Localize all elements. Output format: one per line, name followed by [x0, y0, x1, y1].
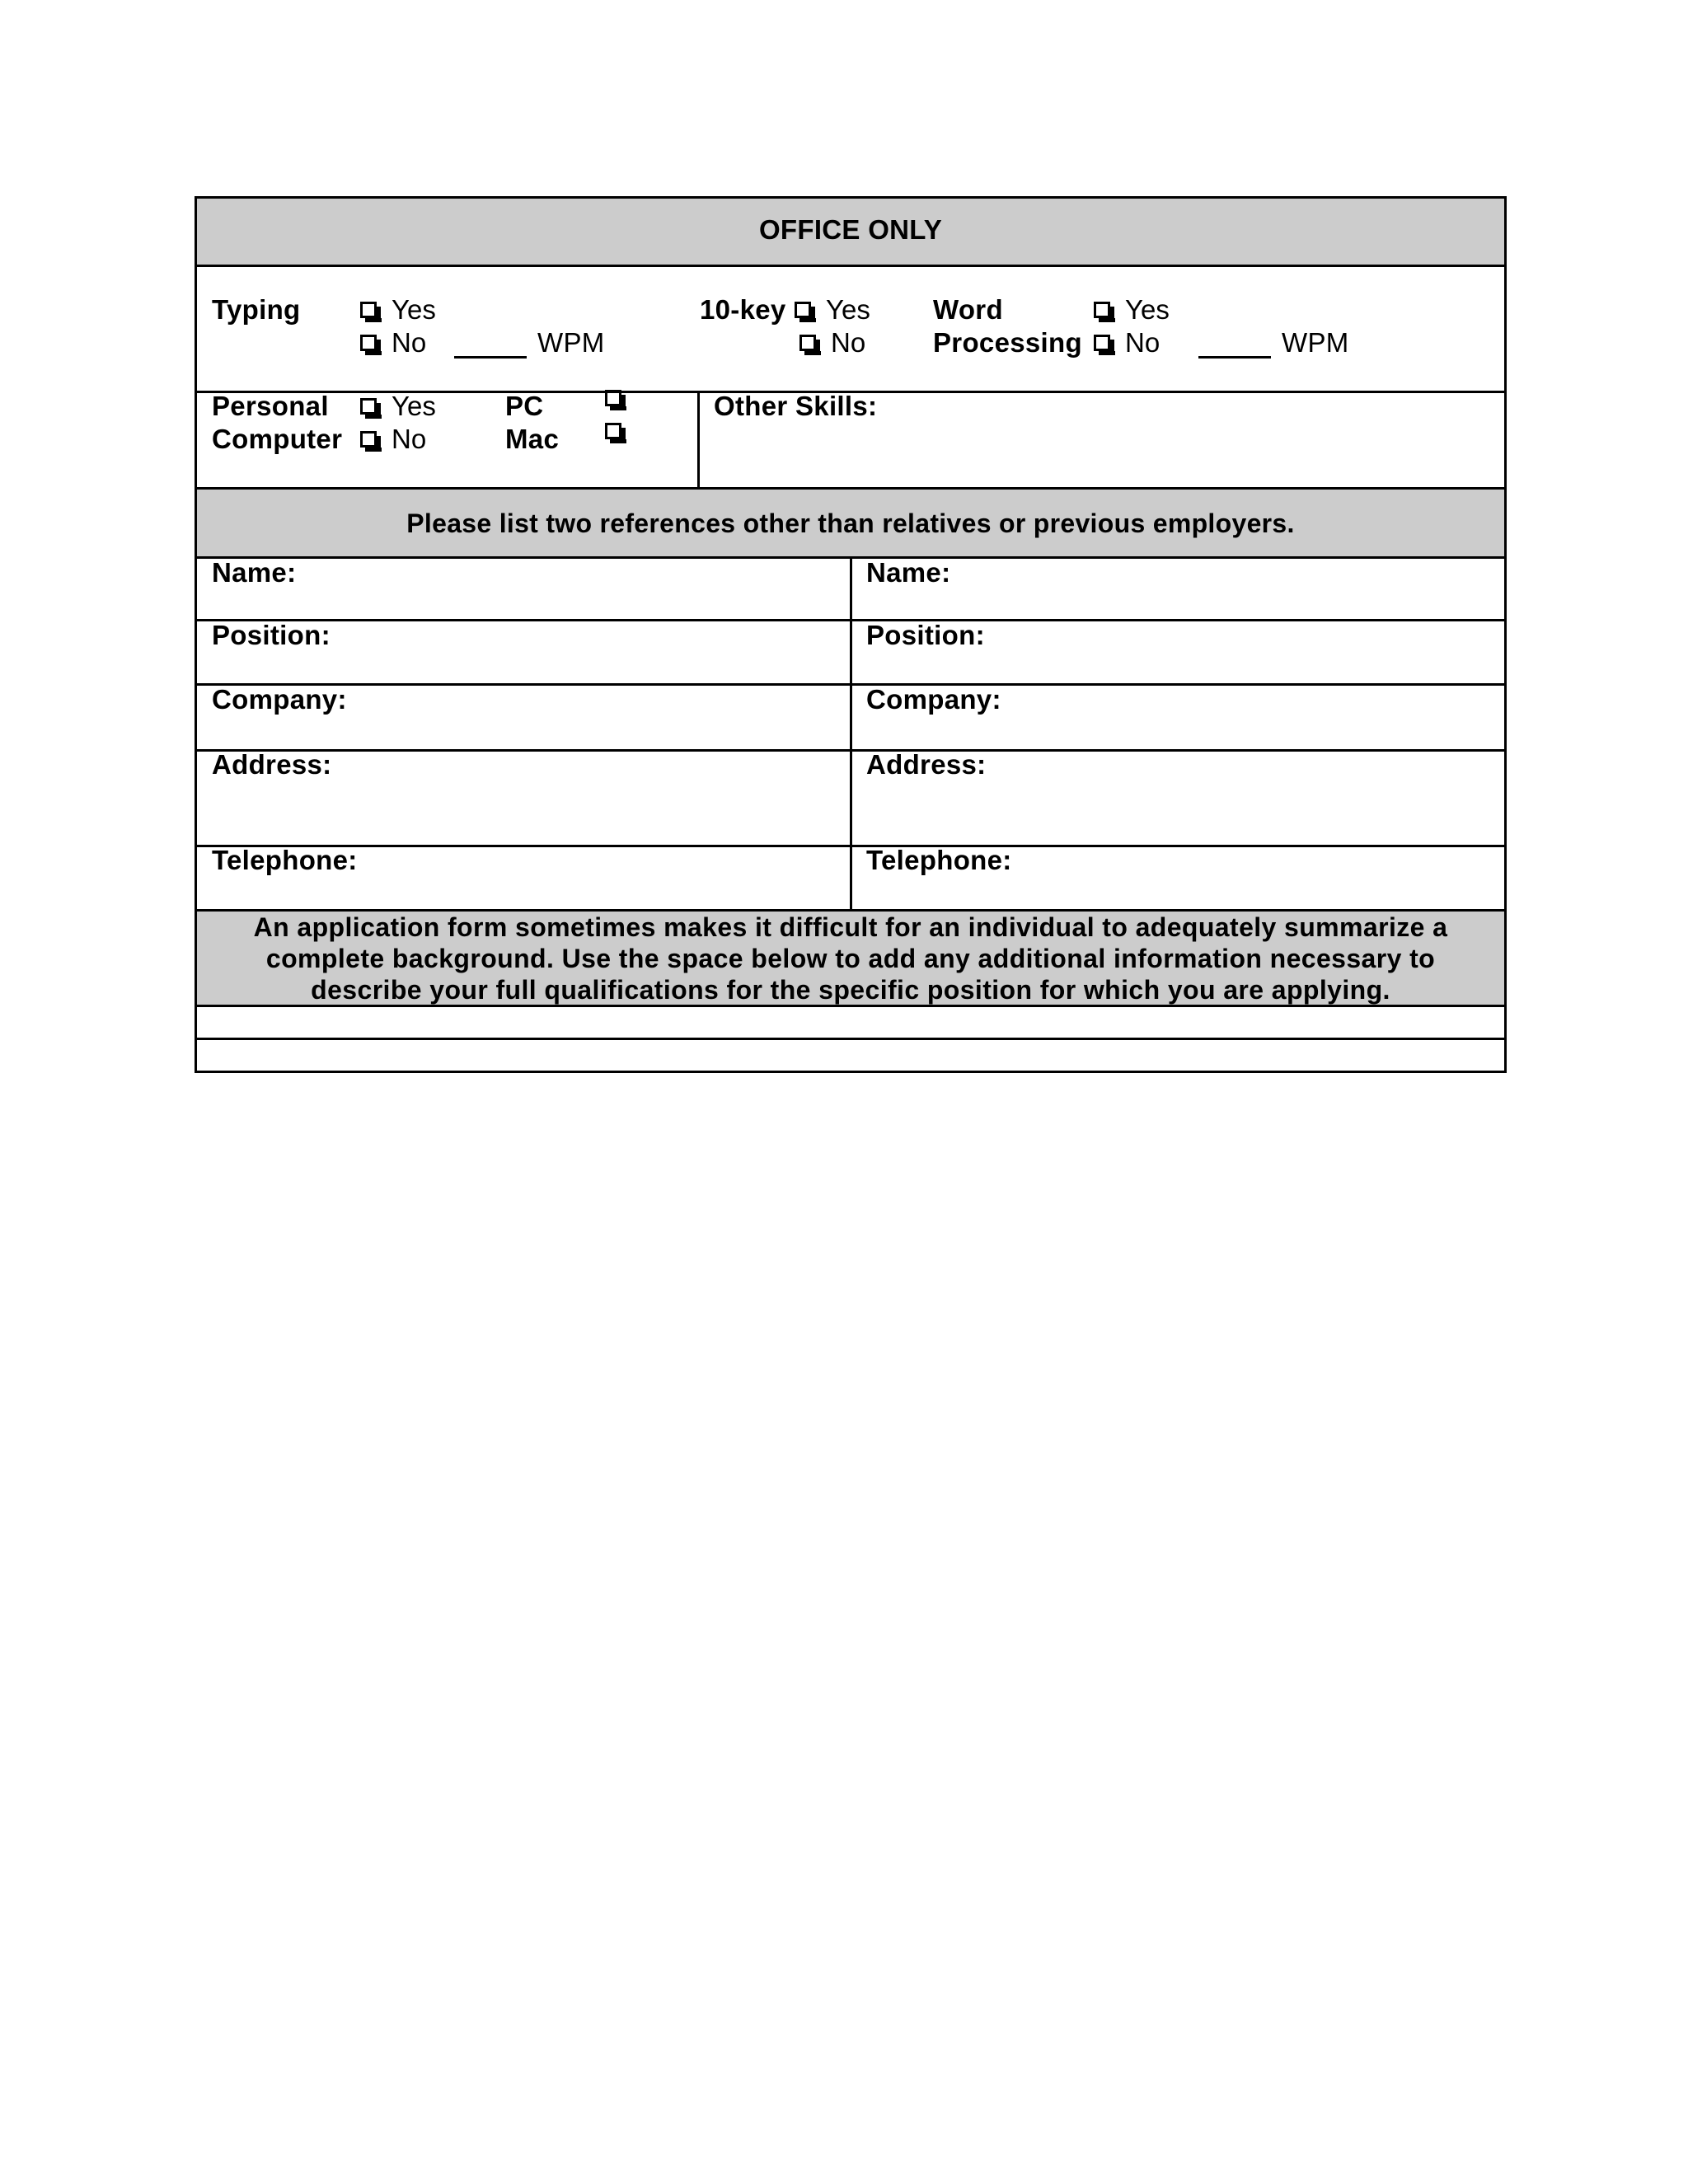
word-label-line1: Word: [933, 294, 1003, 325]
checkbox-icon: [360, 335, 377, 351]
word-yes-checkbox[interactable]: Yes: [1094, 293, 1170, 326]
ref1-name-label: Name:: [212, 557, 297, 588]
references-header: [197, 490, 1504, 556]
typing-label: Typing: [212, 294, 301, 325]
ref2-position-label: Position:: [866, 620, 985, 650]
checkbox-icon: [605, 390, 621, 406]
personal-yes-checkbox[interactable]: Yes: [360, 390, 436, 423]
ten-key-no-checkbox[interactable]: No: [799, 326, 865, 359]
divider: [850, 559, 852, 912]
divider: [197, 845, 1504, 847]
additional-info-header: [197, 912, 1504, 1005]
checkbox-icon: [795, 302, 811, 318]
divider: [197, 749, 1504, 752]
checkbox-icon: [1094, 335, 1110, 351]
checkbox-icon: [360, 302, 377, 318]
checkbox-icon: [799, 335, 816, 351]
typing-no-checkbox[interactable]: No: [360, 326, 426, 359]
other-skills-label: Other Skills:: [714, 391, 878, 421]
divider: [197, 683, 1504, 686]
word-wpm-label: WPM: [1282, 327, 1349, 358]
checkbox-icon: [1094, 302, 1110, 318]
mac-label: Mac: [505, 424, 560, 454]
ref2-name-label: Name:: [866, 557, 951, 588]
word-wpm-blank[interactable]: [1198, 356, 1271, 359]
office-only-form: [195, 196, 1507, 1073]
ref1-position-label: Position:: [212, 620, 331, 650]
pc-checkbox[interactable]: [605, 390, 636, 406]
office-only-title: OFFICE ONLY: [758, 214, 943, 245]
divider: [697, 391, 700, 487]
ref2-telephone-label: Telephone:: [866, 845, 1012, 875]
ten-key-label: 10-key: [700, 294, 786, 325]
divider: [197, 265, 1504, 267]
word-no-checkbox[interactable]: No: [1094, 326, 1160, 359]
checkbox-icon: [360, 431, 377, 448]
typing-wpm-label: WPM: [537, 327, 605, 358]
checkbox-icon: [605, 423, 621, 439]
typing-wpm-blank[interactable]: [454, 356, 527, 359]
personal-label-line1: Personal: [212, 391, 329, 421]
ref2-address-label: Address:: [866, 749, 987, 780]
checkbox-icon: [360, 398, 377, 415]
word-label-line2: Processing: [933, 327, 1082, 358]
references-header-text: Please list two references other than relatives or previous employers.: [406, 509, 1295, 538]
personal-no-checkbox[interactable]: No: [360, 423, 426, 456]
typing-yes-checkbox[interactable]: Yes: [360, 293, 436, 326]
office-only-header: [197, 199, 1504, 265]
additional-info-line-field-2[interactable]: [197, 1040, 1504, 1071]
divider: [197, 619, 1504, 621]
pc-label: PC: [505, 391, 544, 421]
personal-label-line2: Computer: [212, 424, 343, 454]
additional-info-line-field-1[interactable]: [197, 1007, 1504, 1038]
additional-info-line2: complete background. Use the space below to add any additional information necessary to: [265, 944, 1436, 973]
ref2-company-label: Company:: [866, 684, 1001, 715]
additional-info-line3: describe your full qualifications for the specific position for which you are applying.: [311, 975, 1390, 1005]
ref1-telephone-label: Telephone:: [212, 845, 358, 875]
mac-checkbox[interactable]: [605, 423, 636, 439]
ten-key-yes-checkbox[interactable]: Yes: [795, 293, 870, 326]
additional-info-line1: An application form sometimes makes it difficult for an individual to adequately summarize a: [253, 912, 1448, 942]
ref1-company-label: Company:: [212, 684, 347, 715]
ref1-address-label: Address:: [212, 749, 332, 780]
